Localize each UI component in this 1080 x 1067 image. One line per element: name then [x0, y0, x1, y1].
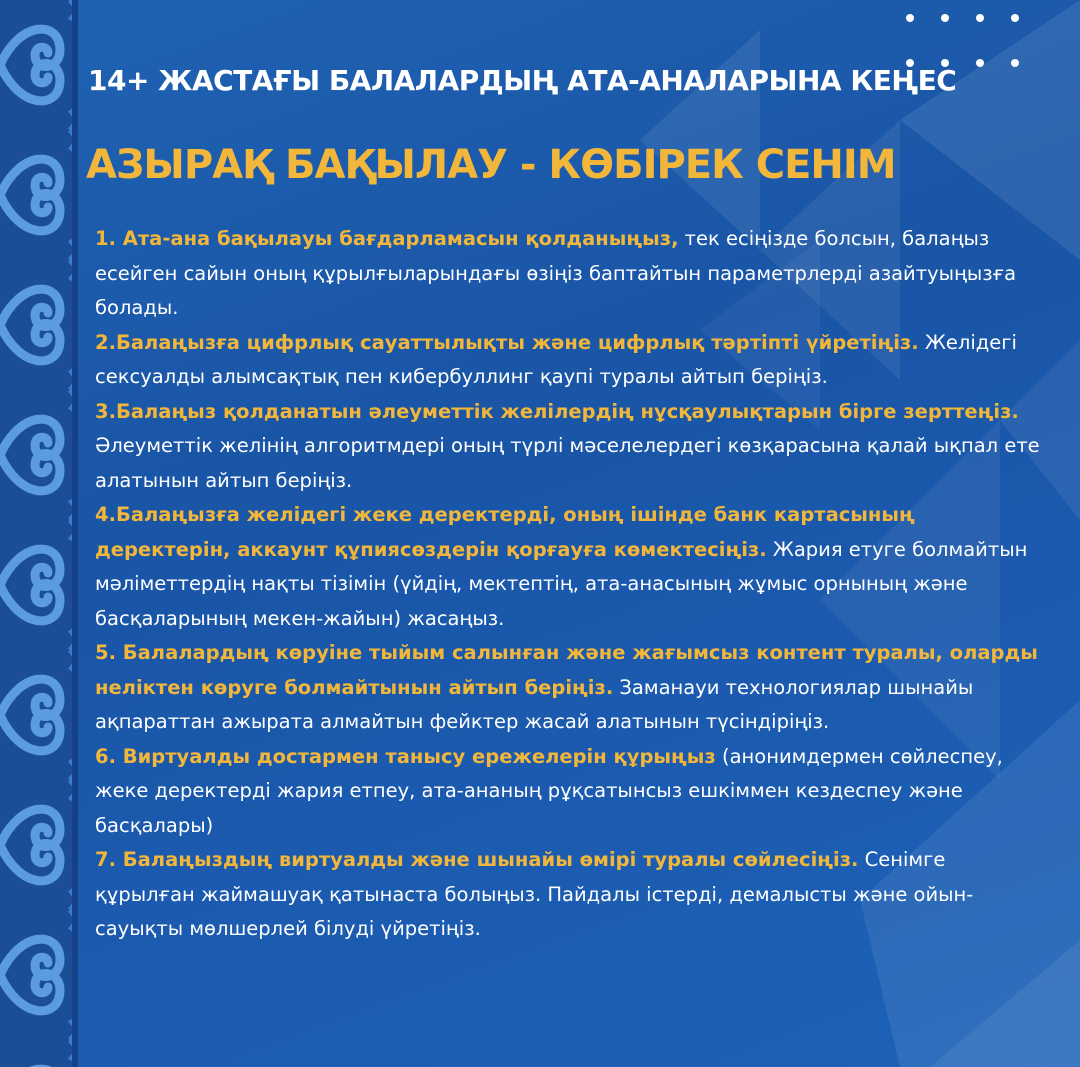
tip-text: (анонимдермен сөйлеспеу, жеке деректерді жария етпеу, ата-ананың рұқсатынсыз ешкіммен кездеспеу және басқалары): [95, 744, 1003, 837]
tip-item: [95, 326, 1045, 395]
tip-text: Сенімге құрылған жаймашуақ қатынаста болыңыз. Пайдалы істерді, демалысты және ойын-сауықты мөлшерлей білуді үйретіңіз.: [95, 848, 974, 940]
tip-text: Әлеуметтік желінің алгоритмдері оның түрлі мәселелердегі көзқарасына қалай ықпал ете алатынын айтып беріңіз.: [95, 434, 1040, 492]
tip-text: Заманауи технологиялар шынайы ақпараттан ажырата алмайтын фейктер жасай алатынын түсіндіріңіз.: [95, 675, 974, 733]
tip-highlight: 2.Балаңызға цифрлық сауаттылықты және цифрлық тәртіпті үйретіңіз.: [95, 330, 919, 354]
tip-item: [95, 498, 1045, 636]
tip-item: [95, 395, 1045, 499]
tips-list: [95, 222, 1045, 947]
header-title: 14+ ЖАСТАҒЫ БАЛАЛАРДЫҢ АТА-АНАЛАРЫНА КЕҢЕС: [88, 64, 957, 97]
main-title: АЗЫРАҚ БАҚЫЛАУ - КӨБІРЕК СЕНІМ: [86, 142, 896, 188]
tip-highlight: 7. Балаңыздың виртуалды және шынайы өмірі туралы сөйлесіңіз.: [95, 848, 859, 871]
tip-highlight: 4.Балаңызға желідегі жеке деректерді, оның ішінде банк картасының деректерін, аккаунт құпиясөздерін қорғауға көмектесіңіз.: [95, 503, 915, 561]
tip-item: [95, 222, 1045, 326]
tip-highlight: 6. Виртуалды достармен танысу ережелерін құрыңыз: [95, 744, 716, 768]
tip-highlight: 1. Ата-ана бақылауы бағдарламасын қолданыңыз,: [95, 227, 679, 250]
tip-highlight: 3.Балаңыз қолданатын әлеуметтік желілердің нұсқаулықтарын бірге зерттеңіз.: [95, 399, 1019, 423]
tip-text: Жария етуге болмайтын мәліметтердің нақты тізімін (үйдің, мектептің, ата-анасының жұмыс орнының және басқаларының мекен-жайын) жасаңыз.: [95, 537, 1028, 630]
tip-text: Желідегі сексуалды алымсақтық пен кибербуллинг қаупі туралы айтып беріңіз.: [95, 330, 1017, 388]
tip-highlight: 5. Балалардың көруіне тыйым салынған және жағымсыз контент туралы, оларды неліктен көруге болмайтынын айтып беріңіз.: [95, 641, 1038, 699]
tip-item: [95, 636, 1045, 740]
tip-item: [95, 843, 1045, 947]
tip-text: тек есіңізде болсын, балаңыз есейген сайын оның құрылғыларындағы өзіңіз баптайтын параметрлерді азайтуыңызға болады.: [95, 227, 1017, 319]
tip-item: [95, 740, 1045, 844]
